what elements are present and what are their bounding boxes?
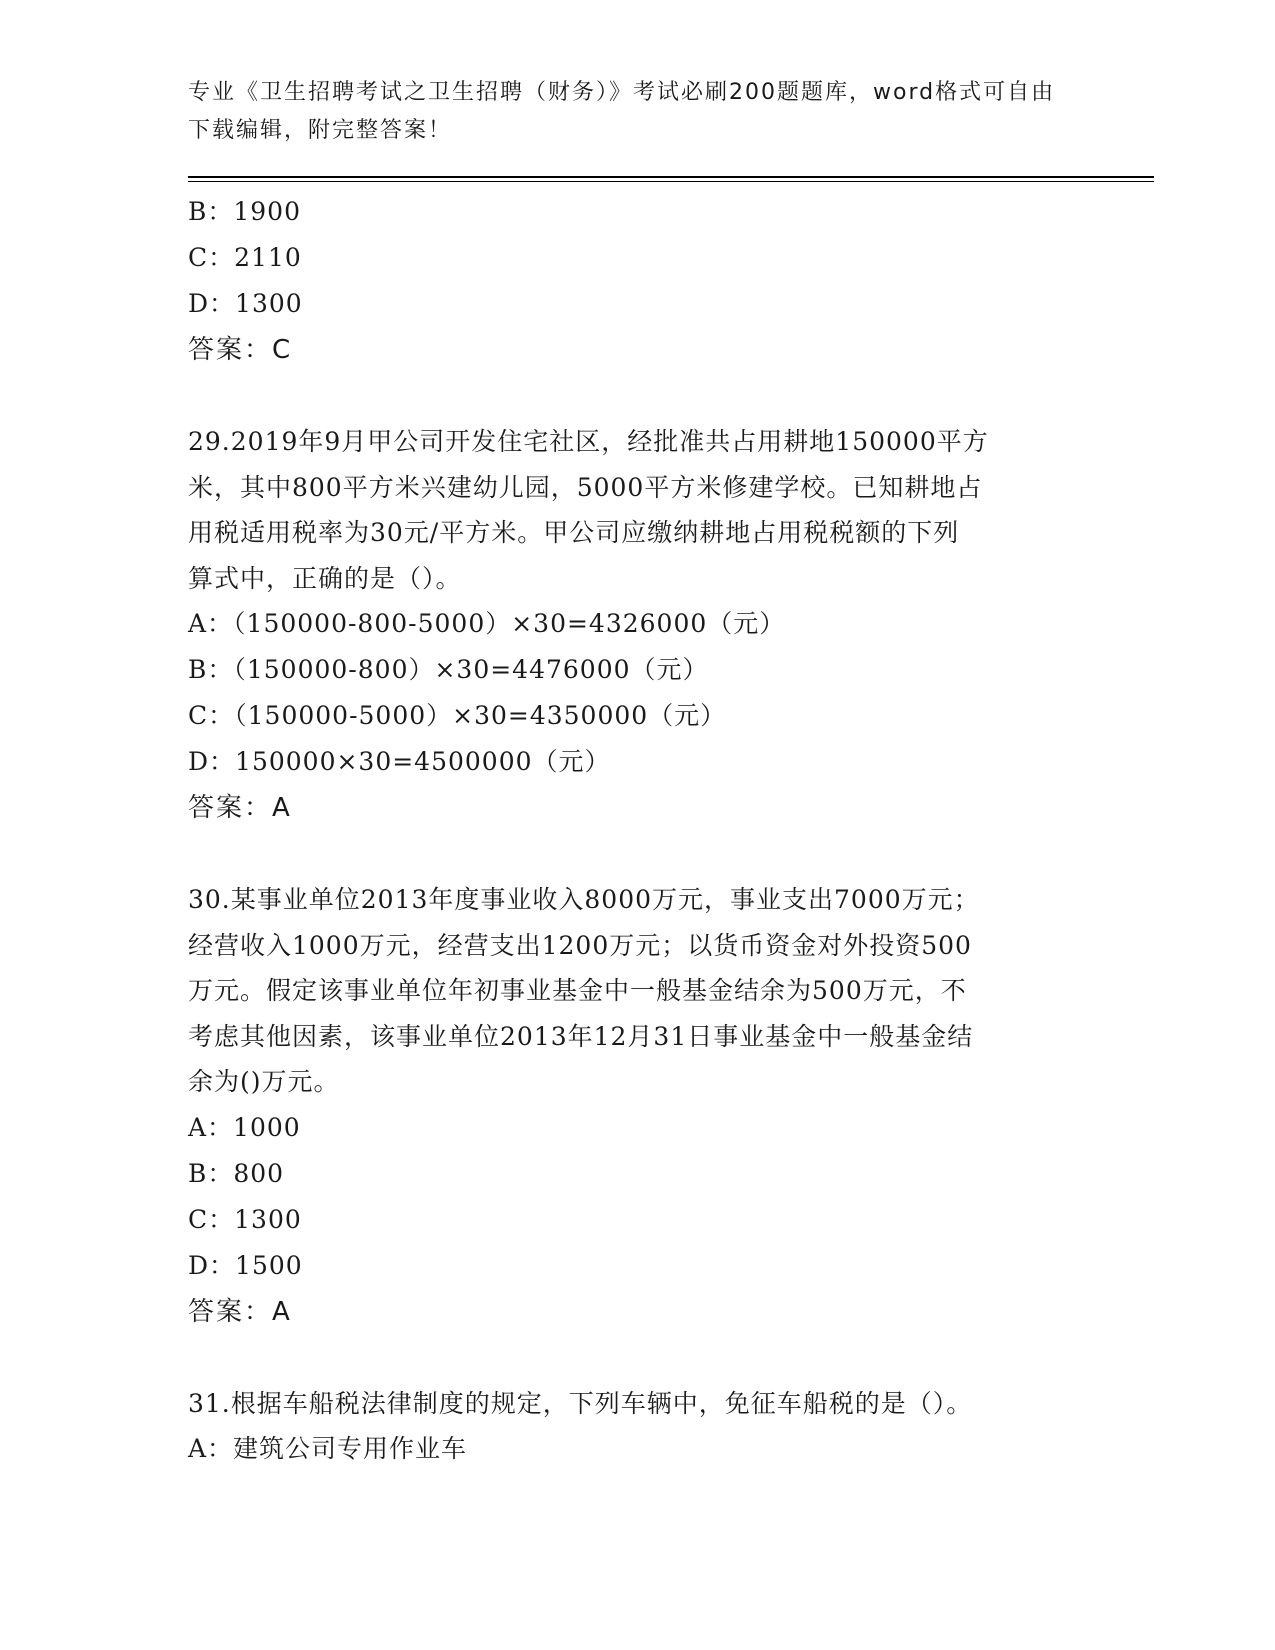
- answer-line: 答案：A: [188, 793, 292, 823]
- option-c: C：1300: [188, 1204, 302, 1234]
- option-b: B：1900: [188, 197, 301, 226]
- header-rule-thin: [188, 181, 1154, 182]
- question-29: [188, 419, 1088, 831]
- question-stem-line: 余为()万元。: [188, 1067, 340, 1096]
- question-31: [188, 1381, 1088, 1473]
- option-c: C：（150000-5000）×30=4350000（元）: [188, 701, 727, 730]
- document-body: [188, 189, 1088, 1472]
- option-b: B：（150000-800）×30=4476000（元）: [188, 655, 709, 684]
- question-stem-line: 用税适用税率为30元/平方米。甲公司应缴纳耕地占用税税额的下列: [188, 518, 960, 547]
- question-stem-line: 31.根据车船税法律制度的规定，下列车辆中，免征车船税的是（）。: [188, 1388, 973, 1418]
- answer-line: 答案：A: [188, 1296, 292, 1327]
- header-rule-thick: [188, 176, 1154, 178]
- header-title: 专业《卫生招聘考试之卫生招聘（财务）》考试必刷200题题库，word格式可自由下载编辑，附完整答案！: [188, 80, 1056, 143]
- question-stem-line: 米，其中800平方米兴建幼儿园，5000平方米修建学校。已知耕地占: [188, 472, 983, 502]
- question-stem-line: 30.某事业单位2013年度事业收入8000万元，事业支出7000万元；: [188, 885, 980, 914]
- spacer: [188, 831, 1088, 877]
- document-header: [188, 74, 1068, 150]
- option-d: D：150000×30=4500000（元）: [188, 747, 611, 776]
- spacer: [188, 373, 1088, 419]
- question-28-tail: [188, 189, 1088, 373]
- option-c: C：2110: [188, 243, 302, 272]
- question-30: [188, 877, 1088, 1335]
- question-stem-line: 29.2019年9月甲公司开发住宅社区，经批准共占用耕地150000平方: [188, 427, 989, 456]
- option-b: B：800: [188, 1158, 285, 1188]
- option-a: A：建筑公司专用作业车: [188, 1434, 468, 1463]
- question-stem-line: 万元。假定该事业单位年初事业基金中一般基金结余为500万元，不: [188, 976, 967, 1005]
- question-stem-line: 考虑其他因素，该事业单位2013年12月31日事业基金中一般基金结: [188, 1021, 974, 1051]
- question-stem-line: 经营收入1000万元，经营支出1200万元；以货币资金对外投资500: [188, 930, 972, 960]
- option-d: D：1300: [188, 289, 303, 318]
- option-d: D：1500: [188, 1250, 303, 1280]
- option-a: A：1000: [188, 1112, 301, 1142]
- option-a: A：（150000-800-5000）×30=4326000（元）: [188, 609, 786, 638]
- spacer: [188, 1335, 1088, 1381]
- answer-line: 答案：C: [188, 335, 293, 365]
- question-stem-line: 算式中，正确的是（）。: [188, 563, 462, 593]
